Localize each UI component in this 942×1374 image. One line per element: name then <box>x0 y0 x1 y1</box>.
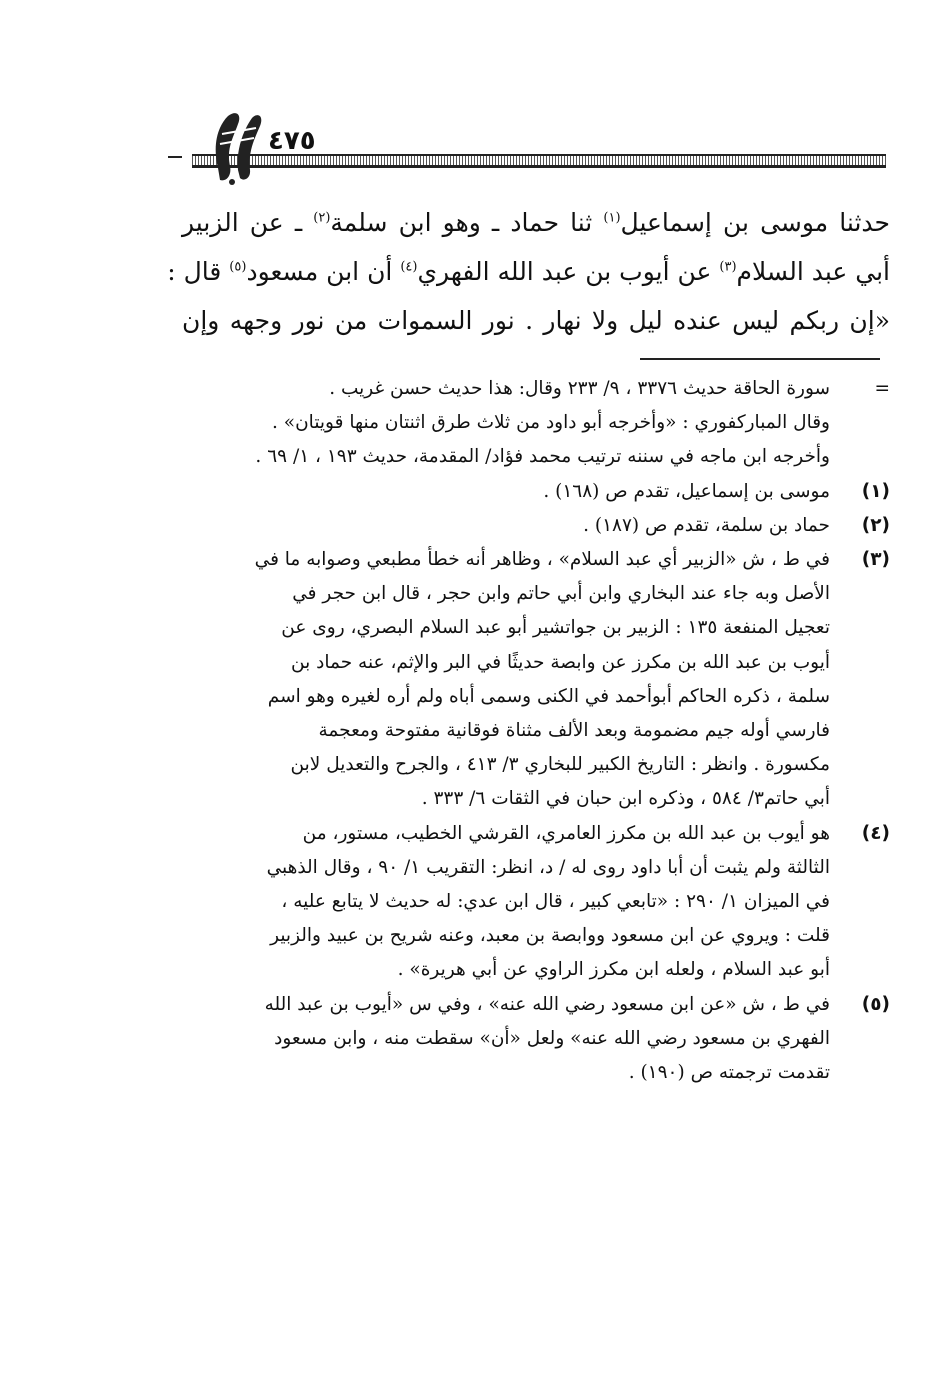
footnote-number: (٥) <box>861 993 890 1015</box>
footnote-3 <box>180 543 890 817</box>
main-line: حدثنا موسى بن إسماعيل$^{(١)}$ ثنا حماد ـ وهو ابن سلمة$^{(٢)}$ ـ عن الزبير <box>182 208 890 237</box>
footnote-line: تقدمت ترجمته ص (١٩٠) . <box>628 1062 830 1084</box>
continuation-marker: = <box>874 378 890 399</box>
footnote-1 <box>180 475 890 509</box>
footnotes <box>180 372 890 1090</box>
footnote-ref[interactable]: (٥) <box>229 259 247 275</box>
footnote-ref[interactable]: (٣) <box>719 259 737 275</box>
main-line: أبي عبد السلام$^{(٣)}$ عن أيوب بن عبد الله الفهري$^{(٤)}$ أن ابن مسعود$^{(٥)}$ قال : <box>167 257 890 286</box>
footnote-line: فارسي أوله جيم مضمومة وبعد الألف مثناة فوقانية مفتوحة ومعجمة <box>318 720 830 742</box>
footnote-line: حماد بن سلمة، تقدم ص (١٨٧) . <box>583 514 830 536</box>
footnote-continuation <box>180 372 890 475</box>
header-rule-stub <box>168 156 182 162</box>
footnote-line: وأخرجه ابن ماجه في سننه ترتيب محمد فؤاد/ المقدمة، حديث ١٩٣ ، ١/ ٦٩ . <box>255 446 830 468</box>
footnote-number: (٢) <box>861 514 890 536</box>
footnote-line: وقال المباركفوري : «وأخرجه أبو داود من ثلاث طرق اثنتان منها قويتان» . <box>272 412 830 434</box>
footnote-line: تعجيل المنفعة ١٣٥ : الزبير بن جواتشير أبو عبد السلام البصري، روى عن <box>281 617 830 639</box>
page-header <box>168 108 886 188</box>
footnote-ref[interactable]: (٤) <box>400 259 418 275</box>
footnote-number: (٣) <box>861 549 890 571</box>
footnote-5 <box>180 988 890 1091</box>
main-text <box>167 198 890 345</box>
footnote-line: سورة الحاقة حديث ٣٣٧٦ ، ٩/ ٢٣٣ وقال: هذا حديث حسن غريب . <box>329 378 830 399</box>
calligraphy-ornament-icon <box>208 108 266 186</box>
footnote-line: في ط ، ش «الزبير أي عبد السلام» ، وظاهر أنه خطأ مطبعي وصوابه ما في <box>254 549 830 571</box>
footnote-line: الفهري بن مسعود رضي الله عنه» ولعل «أن» سقطت منه ، وابن مسعود <box>274 1027 830 1049</box>
footnote-line: أيوب بن عبد الله بن مكرز عن وابصة حديثًا في البر والإثم، عنه حماد بن <box>291 651 830 673</box>
footnote-4 <box>180 817 890 988</box>
footnote-line: الثالثة ولم يثبت أن أبا داود روى له / د، انظر: التقريب ١/ ٩٠ ، وقال الذهبي <box>266 856 830 878</box>
footnote-line: أبو عبد السلام ، ولعله ابن مكرز الراوي عن أبي هريرة» . <box>397 959 830 981</box>
footnote-line: موسى بن إسماعيل، تقدم ص (١٦٨) . <box>543 480 830 502</box>
footnote-ref[interactable]: (١) <box>603 210 621 226</box>
footnote-line: مكسورة . وانظر : التاريخ الكبير للبخاري ٣/ ٤١٣ ، والجرح والتعديل لابن <box>290 754 830 776</box>
footnote-line: قلت : ويروي عن ابن مسعود ووابصة بن معبد، وعنه شريح بن عبيد والزبير <box>270 925 830 947</box>
main-line: «إن ربكم ليس عنده ليل ولا نهار . نور السموات من نور وجهه وإن <box>182 306 890 335</box>
footnote-separator <box>640 358 880 360</box>
footnote-line: الأصل وبه جاء عند البخاري وابن أبي حاتم وابن حجر ، قال ابن حجر في <box>292 583 830 605</box>
footnote-line: أبي حاتم٣/ ٥٨٤ ، وذكره ابن حبان في الثقات ٦/ ٣٣٣ . <box>421 788 830 810</box>
page-number: ٤٧٥ <box>268 126 316 156</box>
footnote-2 <box>180 509 890 543</box>
footnote-line: هو أيوب بن عبد الله بن مكرز العامري، القرشي الخطيب، مستور، من <box>302 822 830 844</box>
header-rule <box>192 154 886 168</box>
footnote-number: (٤) <box>861 822 890 844</box>
footnote-line: سلمة ، ذكره الحاكم أبوأحمد في الكنى وسمى أباه ولم أره لغيره وهو اسم <box>267 685 830 707</box>
footnote-number: (١) <box>861 480 890 502</box>
footnote-line: في ط ، ش «عن ابن مسعود رضي الله عنه» ، وفي س «أيوب بن عبد الله <box>264 993 830 1015</box>
footnote-line: في الميزان ١/ ٢٩٠ : «تابعي كبير ، قال ابن عدي: له حديث لا يتابع عليه ، <box>281 891 830 913</box>
footnote-ref[interactable]: (٢) <box>313 210 331 226</box>
